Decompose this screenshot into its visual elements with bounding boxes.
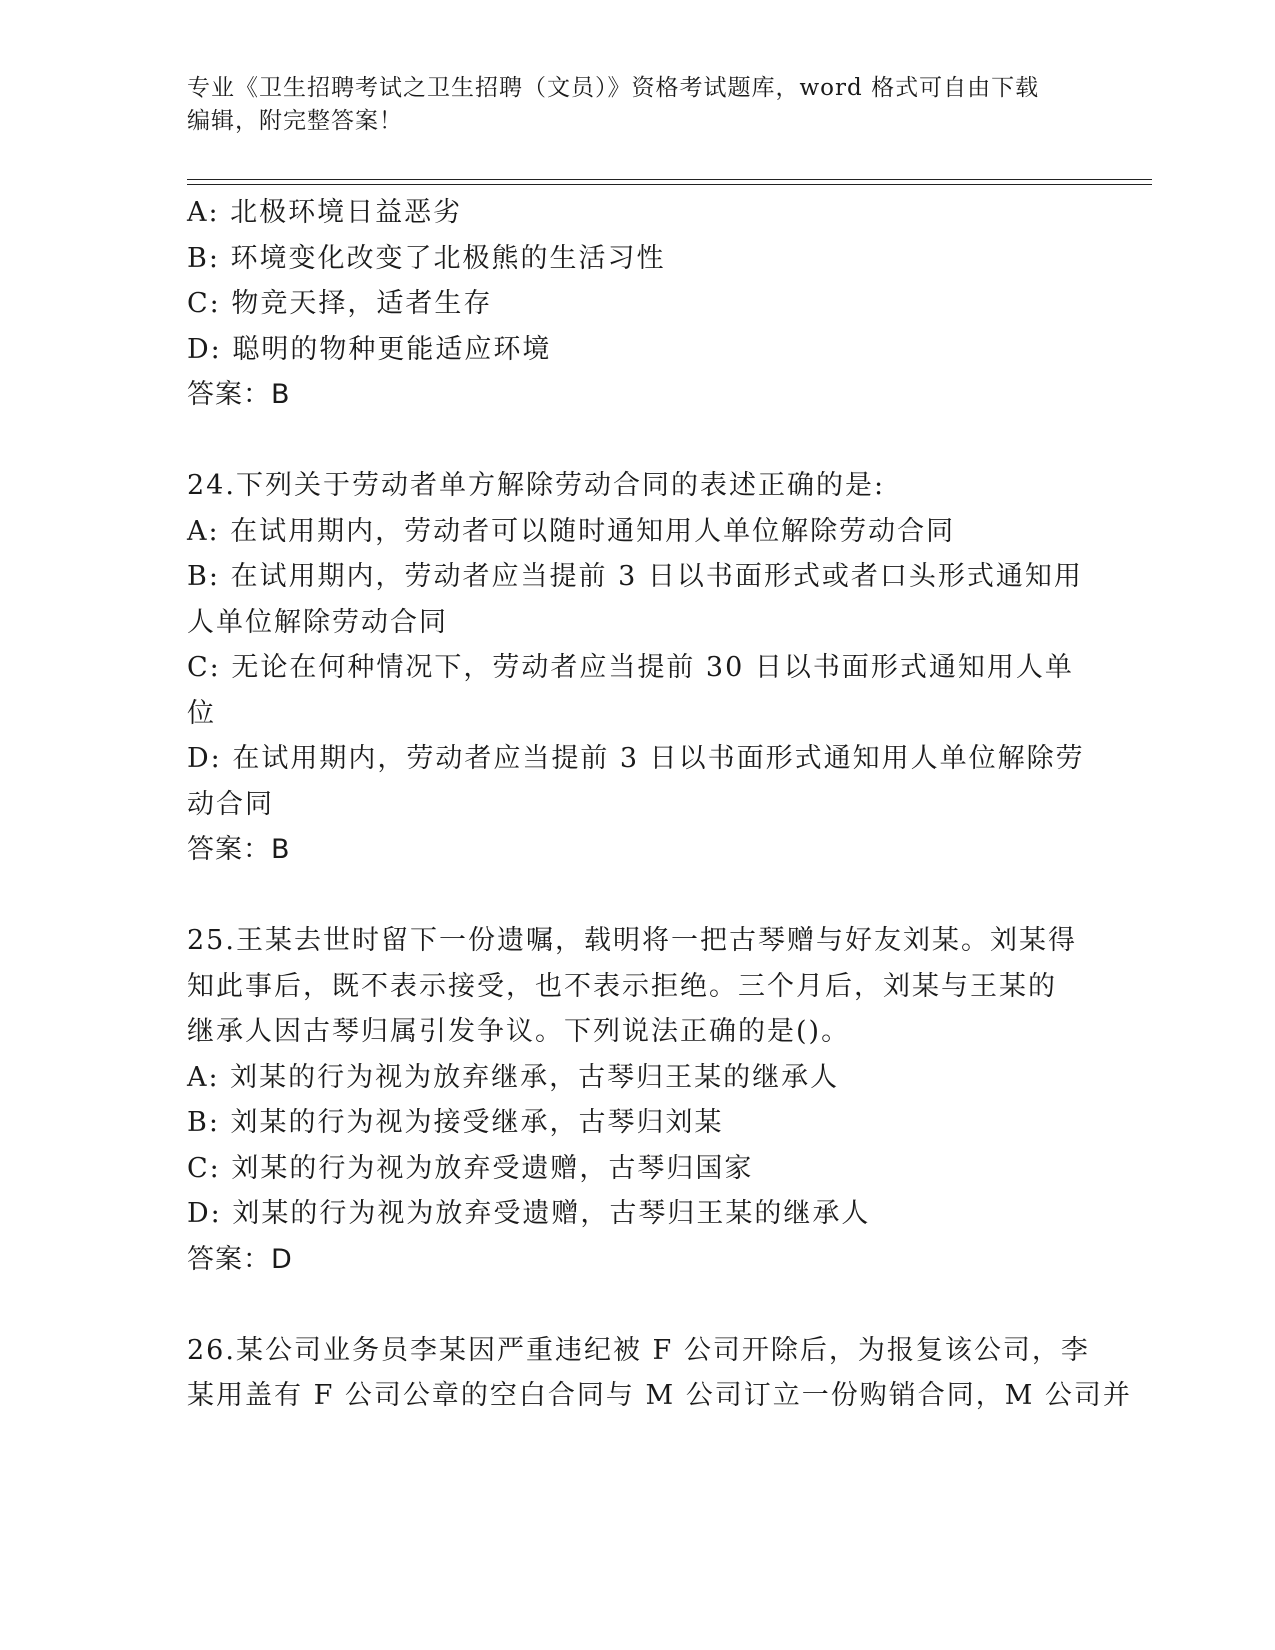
q24-option-d-line-1: D: 在试用期内，劳动者应当提前 3 日以书面形式通知用人单位解除劳 [187,743,1085,774]
q24-option-b-line-1: B: 在试用期内，劳动者应当提前 3 日以书面形式或者口头形式通知用 [187,561,1083,592]
q23-option-d: D: 聪明的物种更能适应环境 [187,333,552,365]
header-line-1: 专业《卫生招聘考试之卫生招聘（文员）》资格考试题库，word 格式可自由下载 [187,75,1040,101]
question-26 [187,1328,1132,1419]
header-line-2: 编辑，附完整答案！ [187,108,403,134]
header-rule-bottom [187,184,1152,185]
q24-option-c-line-1: C: 无论在何种情况下，劳动者应当提前 30 日以书面形式通知用人单 [187,652,1074,683]
q25-option-a: A: 刘某的行为视为放弃继承，古琴归王某的继承人 [187,1061,840,1093]
spacer [187,1282,1087,1328]
q25-answer: 答案：D [187,1243,293,1275]
q23-answer: 答案：B [187,379,291,410]
q23-option-b: B: 环境变化改变了北极熊的生活习性 [187,242,666,274]
header-rule-top [187,179,1152,180]
q24-option-b-line-2: 人单位解除劳动合同 [187,606,448,638]
q26-stem-line-1: 26.某公司业务员李某因严重违纪被 F 公司开除后，为报复该公司，李 [187,1334,1090,1366]
spacer [187,873,1087,919]
q25-stem-line-2: 知此事后，既不表示接受，也不表示拒绝。三个月后，刘某与王某的 [187,970,1057,1002]
document-header [187,72,1067,138]
q26-stem-line-2: 某用盖有 F 公司公章的空白合同与 M 公司订立一份购销合同，M 公司并 [187,1380,1132,1411]
q25-option-b: B: 刘某的行为视为接受继承，古琴归刘某 [187,1107,724,1138]
question-list [187,190,1132,1419]
q25-option-c: C: 刘某的行为视为放弃受遗赠，古琴归国家 [187,1152,754,1184]
q25-option-d: D: 刘某的行为视为放弃受遗赠，古琴归王某的继承人 [187,1198,871,1229]
question-23 [187,190,1087,418]
question-25 [187,918,1087,1282]
q24-option-a: A: 在试用期内，劳动者可以随时通知用人单位解除劳动合同 [187,515,956,547]
q24-option-c-line-2: 位 [187,697,216,729]
q23-option-c: C: 物竞天择，适者生存 [187,288,493,319]
q24-answer: 答案：B [187,834,291,865]
q23-option-a: A: 北极环境日益恶劣 [187,197,463,228]
q24-option-d-line-2: 动合同 [187,788,274,820]
q25-stem-line-1: 25.王某去世时留下一份遗嘱，载明将一把古琴赠与好友刘某。刘某得 [187,925,1077,956]
question-24 [187,463,1087,873]
q24-stem: 24.下列关于劳动者单方解除劳动合同的表述正确的是: [187,470,886,501]
spacer [187,418,1087,464]
q25-stem-line-3: 继承人因古琴归属引发争议。下列说法正确的是()。 [187,1016,851,1047]
